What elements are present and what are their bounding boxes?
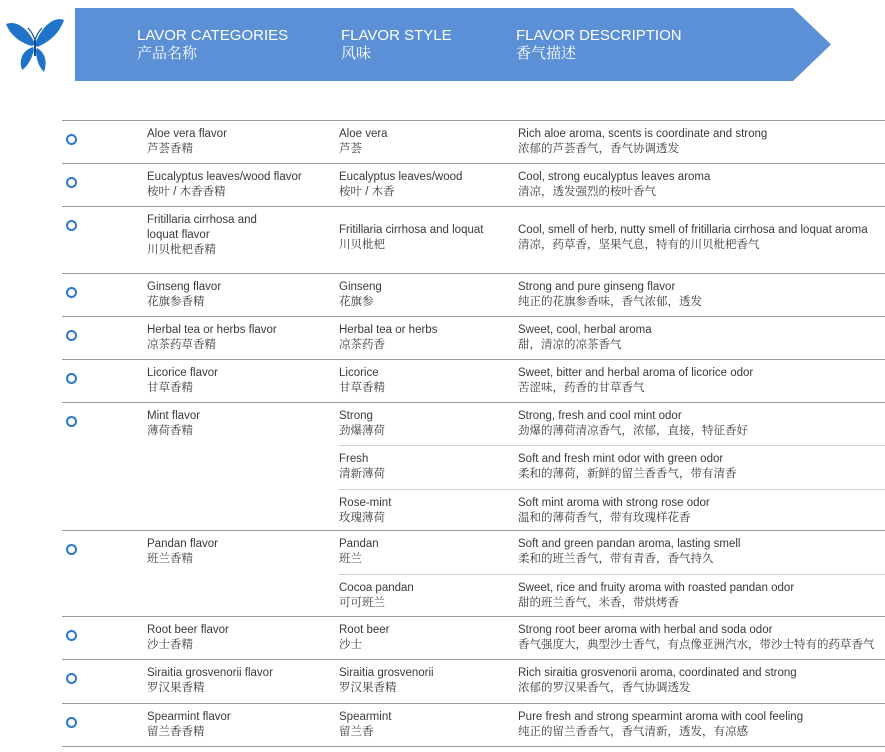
flavor-style-row (339, 489, 885, 532)
flavor-description (518, 710, 885, 740)
text-line: Ginseng flavor (147, 281, 222, 293)
flavor-description (518, 537, 885, 567)
flavor-style (339, 170, 509, 200)
text-line: 桉叶 / 木香香精 (147, 186, 226, 198)
flavor-table (62, 120, 885, 747)
flavor-description (518, 409, 885, 439)
text-line: 罗汉果香精 (147, 682, 205, 694)
bullet-icon (66, 177, 77, 188)
text-line: Siraitia grosvenorii flavor (147, 667, 273, 679)
flavor-description (518, 280, 885, 310)
flavor-style (339, 581, 509, 611)
text-line: Pandan (339, 538, 379, 550)
flavor-style-row (339, 660, 885, 703)
flavor-style (339, 323, 509, 353)
text-line: loquat flavor (147, 229, 210, 241)
table-row (62, 316, 885, 359)
flavor-style (339, 666, 509, 696)
text-line: 玫瑰薄荷 (339, 512, 385, 524)
text-line: Cocoa pandan (339, 582, 414, 594)
text-line: 纯正的花旗参香味，香气浓郁，透发 (518, 296, 702, 308)
text-line: Herbal tea or herbs (339, 324, 438, 336)
text-line: Strong, fresh and cool mint odor (518, 410, 682, 422)
text-line: 柔和的班兰香气，带有青香，香气持久 (518, 553, 714, 565)
flavor-category (147, 366, 322, 396)
text-line: Fresh (339, 453, 369, 465)
text-line: Soft and fresh mint odor with green odor (518, 453, 724, 465)
text-line: Spearmint flavor (147, 711, 231, 723)
text-line: 沙士 (339, 639, 362, 651)
flavor-style-row (339, 164, 885, 206)
flavor-category (147, 537, 322, 567)
flavor-style-row (339, 121, 885, 163)
flavor-style-row (339, 531, 885, 574)
flavor-category (147, 323, 322, 353)
bullet-icon (66, 287, 77, 298)
text-line: Licorice (339, 367, 379, 379)
flavor-style-row (339, 617, 885, 659)
header-lavor-categories: LAVOR CATEGORIES 产品名称 (137, 27, 289, 62)
table-row (62, 703, 885, 747)
text-line: 香气强度大，典型沙士香气，有点像亚洲汽水，带沙士特有的药草香气 (518, 639, 875, 651)
bullet-icon (66, 220, 77, 231)
flavor-category (147, 170, 322, 200)
text-line: 清凉，药草香，坚果气息，特有的川贝枇杷香气 (518, 239, 760, 251)
flavor-description (518, 323, 885, 353)
text-line: Fritillaria cirrhosa and (147, 214, 257, 226)
text-line: Root beer flavor (147, 624, 229, 636)
flavor-category (147, 213, 322, 258)
text-line: Licorice flavor (147, 367, 218, 379)
text-line: Cool, strong eucalyptus leaves aroma (518, 171, 711, 183)
table-row (62, 616, 885, 659)
flavor-style (339, 452, 509, 482)
text-line: 劲爆薄荷 (339, 425, 385, 437)
text-line: 苦涩味，药香的甘草香气 (518, 382, 645, 394)
header-flavor-style: FLAVOR STYLE 风味 (341, 27, 452, 62)
text-line: 清凉，透发强烈的桉叶香气 (518, 186, 656, 198)
text-line: Strong (339, 410, 373, 422)
text-line: Strong and pure ginseng flavor (518, 281, 676, 293)
text-line: Soft and green pandan aroma, lasting smell (518, 538, 741, 550)
flavor-category (147, 623, 322, 653)
table-row (62, 659, 885, 703)
text-line: 班兰香精 (147, 553, 193, 565)
text-line: 班兰 (339, 553, 362, 565)
text-line: 清新薄荷 (339, 468, 385, 480)
text-line: Eucalyptus leaves/wood (339, 171, 463, 183)
table-row (62, 120, 885, 163)
flavor-style-row (339, 317, 885, 359)
flavor-style-row (339, 274, 885, 316)
text-line: Siraitia grosvenorii (339, 667, 434, 679)
flavor-style (339, 223, 509, 253)
flavor-description (518, 623, 885, 653)
flavor-category (147, 710, 322, 740)
flavor-style (339, 537, 509, 567)
text-line: 桉叶 / 木香 (339, 186, 395, 198)
flavor-style (339, 366, 509, 396)
flavor-description (518, 666, 885, 696)
text-line: 柔和的薄荷，新鲜的留兰香香气，带有清香 (518, 468, 737, 480)
text-line: Pandan flavor (147, 538, 218, 550)
text-line: Sweet, bitter and herbal aroma of licorice odor (518, 367, 754, 379)
text-line: Rose-mint (339, 497, 392, 509)
text-line: Rich siraitia grosvenorii aroma, coordinated and strong (518, 667, 797, 679)
flavor-category (147, 280, 322, 310)
flavor-style (339, 280, 509, 310)
flavor-description (518, 223, 885, 253)
flavor-style-row (339, 360, 885, 402)
flavor-style (339, 409, 509, 439)
text-line: 甜的班兰香气，米香，带烘烤香 (518, 597, 679, 609)
text-line: 芦荟香精 (147, 143, 193, 155)
text-line: 浓郁的芦荟香气，香气协调透发 (518, 143, 679, 155)
text-line: 川贝枇杷香精 (147, 244, 216, 256)
text-line: Mint flavor (147, 410, 201, 422)
flavor-description (518, 127, 885, 157)
text-line: Pure fresh and strong spearmint aroma with cool feeling (518, 711, 804, 723)
bullet-icon (66, 544, 77, 555)
flavor-style (339, 127, 509, 157)
text-line: Aloe vera flavor (147, 128, 227, 140)
bullet-icon (66, 673, 77, 684)
bullet-icon (66, 330, 77, 341)
text-line: Spearmint (339, 711, 392, 723)
table-row (62, 530, 885, 616)
header-flavor-description: FLAVOR DESCRIPTION 香气描述 (516, 27, 682, 62)
text-line: 川贝枇杷 (339, 239, 385, 251)
flavor-description (518, 366, 885, 396)
text-line: Fritillaria cirrhosa and loquat (339, 224, 484, 236)
text-line: 薄荷香精 (147, 425, 193, 437)
text-line: Sweet, rice and fruity aroma with roasted pandan odor (518, 582, 795, 594)
bullet-icon (66, 416, 77, 427)
text-line: 甘草香精 (339, 382, 385, 394)
table-row (62, 206, 885, 273)
text-line: 花旗参 (339, 296, 374, 308)
flavor-description (518, 496, 885, 526)
text-line: 温和的薄荷香气，带有玫瑰样花香 (518, 512, 691, 524)
text-line: Eucalyptus leaves/wood flavor (147, 171, 302, 183)
flavor-style (339, 710, 509, 740)
flavor-category (147, 127, 322, 157)
flavor-description (518, 170, 885, 200)
text-line: 沙士香精 (147, 639, 193, 651)
text-line: 可可班兰 (339, 597, 385, 609)
bullet-icon (66, 717, 77, 728)
bullet-icon (66, 373, 77, 384)
table-row (62, 163, 885, 206)
text-line: 劲爆的薄荷清凉香气，浓郁，直接，特征香好 (518, 425, 748, 437)
table-row (62, 273, 885, 316)
text-line: 甘草香精 (147, 382, 193, 394)
table-row (62, 359, 885, 402)
text-line: 纯正的留兰香香气，香气清新，透发，有凉感 (518, 726, 748, 738)
text-line: Rich aloe aroma, scents is coordinate and strong (518, 128, 768, 140)
flavor-category (147, 409, 322, 439)
bullet-icon (66, 630, 77, 641)
text-line: Sweet, cool, herbal aroma (518, 324, 652, 336)
text-line: Ginseng (339, 281, 382, 293)
text-line: Herbal tea or herbs flavor (147, 324, 277, 336)
text-line: 芦荟 (339, 143, 362, 155)
text-line: 浓郁的罗汉果香气，香气协调透发 (518, 682, 691, 694)
bullet-icon (66, 134, 77, 145)
flavor-description (518, 581, 885, 611)
text-line: Cool, smell of herb, nutty smell of fritillaria cirrhosa and loquat aroma (518, 224, 868, 236)
text-line: Aloe vera (339, 128, 388, 140)
text-line: 甜，清凉的凉茶香气 (518, 339, 622, 351)
header-banner (75, 8, 831, 81)
text-line: Soft mint aroma with strong rose odor (518, 497, 710, 509)
flavor-description (518, 452, 885, 482)
flavor-style-row (339, 704, 885, 746)
flavor-style (339, 496, 509, 526)
table-row (62, 402, 885, 530)
text-line: 留兰香香精 (147, 726, 205, 738)
text-line: 花旗参香精 (147, 296, 205, 308)
flavor-style (339, 623, 509, 653)
flavor-category (147, 666, 322, 696)
flavor-style-row (339, 574, 885, 617)
flavor-style-row (339, 445, 885, 489)
text-line: 凉茶药香 (339, 339, 385, 351)
flavor-style-row (339, 403, 885, 445)
text-line: Root beer (339, 624, 390, 636)
butterfly-logo-icon (2, 10, 68, 76)
flavor-style-row (339, 207, 885, 273)
text-line: Strong root beer aroma with herbal and soda odor (518, 624, 773, 636)
text-line: 罗汉果香精 (339, 682, 397, 694)
text-line: 留兰香 (339, 726, 374, 738)
text-line: 凉茶药草香精 (147, 339, 216, 351)
